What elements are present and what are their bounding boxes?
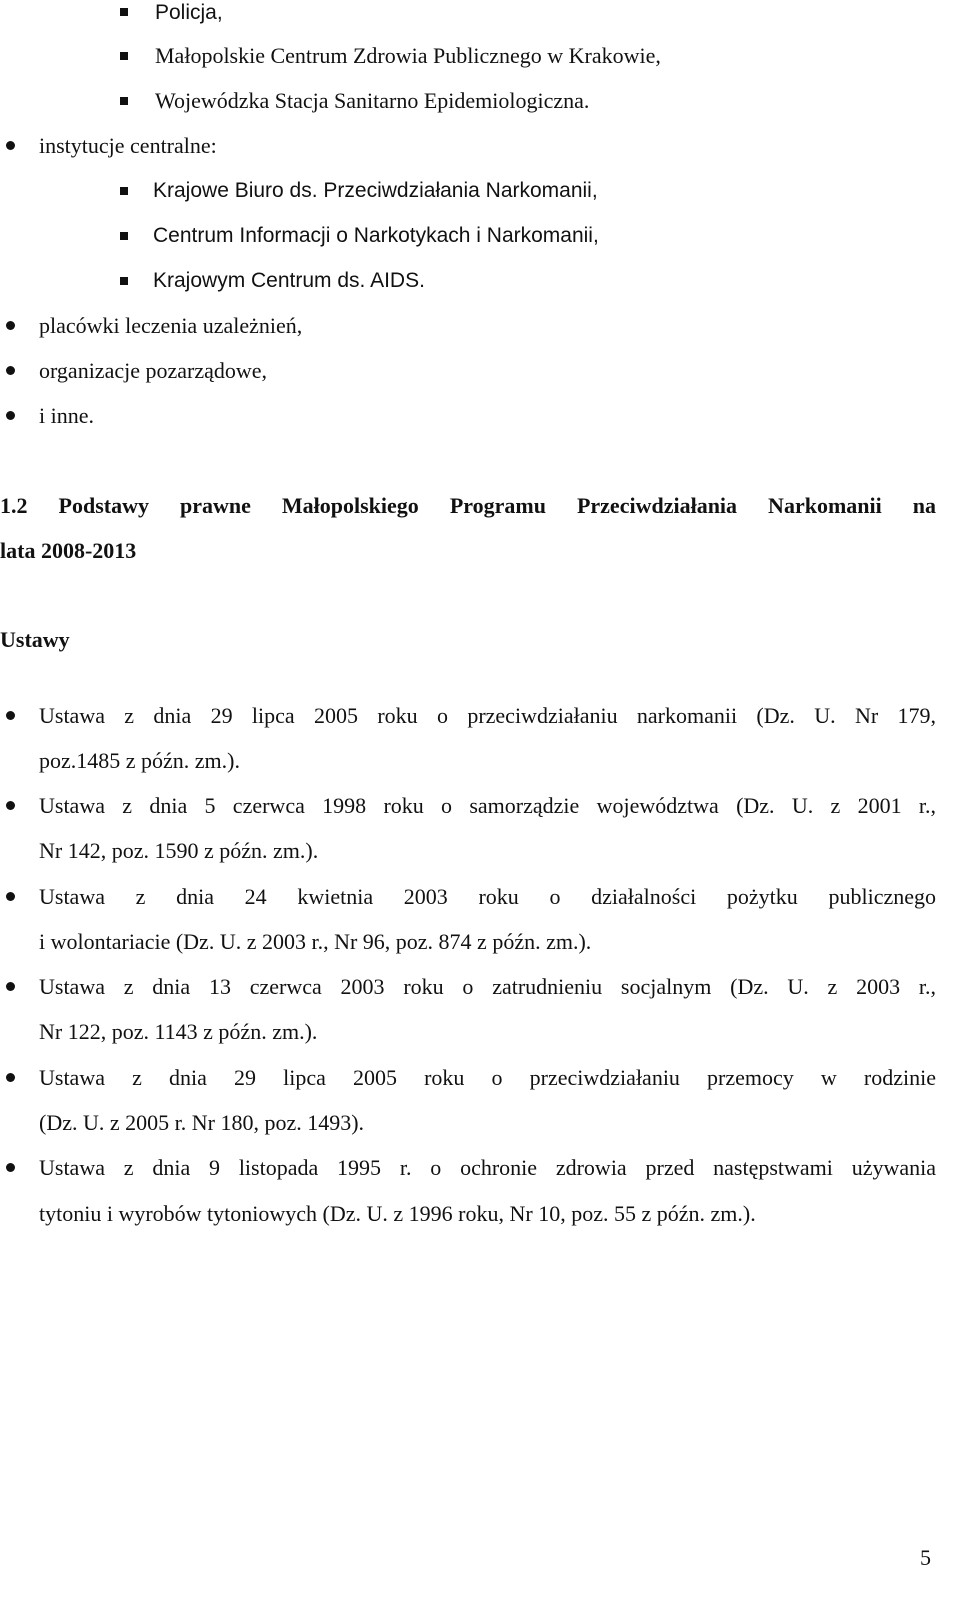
law-item-continuation: (Dz. U. z 2005 r. Nr 180, poz. 1493).	[39, 1110, 365, 1135]
list-item: Centrum Informacji o Narkotykach i Narkomanii,	[153, 224, 599, 247]
list-item: placówki leczenia uzależnień,	[39, 313, 303, 338]
list-item: i inne.	[39, 403, 94, 428]
law-item-continuation: Nr 142, poz. 1590 z późn. zm.).	[39, 838, 319, 863]
disc-bullet-icon	[6, 711, 15, 720]
list-item: organizacje pozarządowe,	[39, 358, 268, 383]
disc-bullet-icon	[6, 366, 15, 375]
square-bullet-icon	[120, 277, 128, 285]
law-item-continuation: poz.1485 z późn. zm.).	[39, 748, 240, 773]
list-item: Krajowe Biuro ds. Przeciwdziałania Narkomanii,	[153, 179, 598, 202]
disc-bullet-icon	[6, 1073, 15, 1082]
law-item: Ustawa z dnia 5 czerwca 1998 roku o samorządzie województwa (Dz. U. z 2001 r.,	[39, 793, 936, 818]
law-item: Ustawa z dnia 24 kwietnia 2003 roku o działalności pożytku publicznego	[39, 884, 936, 909]
section-heading-line1: 1.2 Podstawy prawne Małopolskiego Programu Przeciwdziałania Narkomanii na	[0, 493, 936, 518]
square-bullet-icon	[120, 97, 128, 105]
disc-bullet-icon	[6, 1163, 15, 1172]
disc-bullet-icon	[6, 801, 15, 810]
list-item: instytucje centralne:	[39, 133, 217, 158]
law-item-continuation: Nr 122, poz. 1143 z późn. zm.).	[39, 1019, 318, 1044]
page-number: 5	[920, 1545, 931, 1570]
square-bullet-icon	[120, 8, 128, 16]
list-item: Małopolskie Centrum Zdrowia Publicznego w Krakowie,	[155, 43, 661, 68]
disc-bullet-icon	[6, 982, 15, 991]
subheading-ustawy: Ustawy	[0, 627, 70, 652]
square-bullet-icon	[120, 232, 128, 240]
law-item: Ustawa z dnia 29 lipca 2005 roku o przeciwdziałaniu przemocy w rodzinie	[39, 1065, 936, 1090]
disc-bullet-icon	[6, 892, 15, 901]
list-item: Wojewódzka Stacja Sanitarno Epidemiologiczna.	[155, 88, 590, 113]
law-item-continuation: i wolontariacie (Dz. U. z 2003 r., Nr 96, poz. 874 z późn. zm.).	[39, 929, 592, 954]
disc-bullet-icon	[6, 141, 15, 150]
square-bullet-icon	[120, 52, 128, 60]
square-bullet-icon	[120, 187, 128, 195]
disc-bullet-icon	[6, 411, 15, 420]
disc-bullet-icon	[6, 321, 15, 330]
law-item-continuation: tytoniu i wyrobów tytoniowych (Dz. U. z 1996 roku, Nr 10, poz. 55 z późn. zm.).	[39, 1201, 756, 1226]
list-item: Krajowym Centrum ds. AIDS.	[153, 269, 425, 292]
law-item: Ustawa z dnia 9 listopada 1995 r. o ochronie zdrowia przed następstwami używania	[39, 1155, 936, 1180]
section-heading-line2: lata 2008-2013	[0, 538, 137, 563]
law-item: Ustawa z dnia 13 czerwca 2003 roku o zatrudnieniu socjalnym (Dz. U. z 2003 r.,	[39, 974, 936, 999]
law-item: Ustawa z dnia 29 lipca 2005 roku o przeciwdziałaniu narkomanii (Dz. U. Nr 179,	[39, 703, 936, 728]
list-item: Policja,	[155, 1, 223, 24]
